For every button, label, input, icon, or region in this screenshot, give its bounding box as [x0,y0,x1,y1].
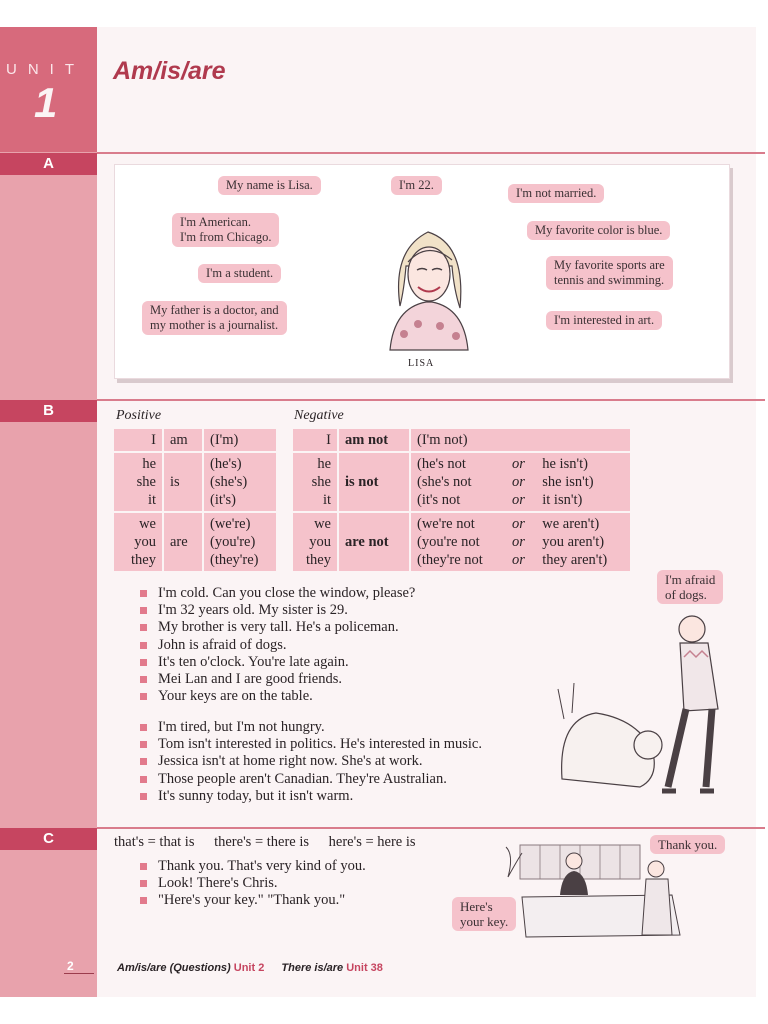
lisa-portrait [370,210,488,352]
verb-cell: are not [338,512,410,571]
speech-bubble-line: of dogs. [665,587,707,602]
speech-bubble: I'm interested in art. [546,311,662,330]
pronoun-cell: we you they [114,512,163,571]
pronoun-cell: I [151,432,156,448]
list-item: Those people aren't Canadian. They're Australian. [136,771,566,788]
examples-negative-list [136,719,566,805]
cross-reference-label: There is/are [281,962,344,974]
list-item: "Here's your key." "Thank you." [136,892,466,909]
list-item: Look! There's Chris. [136,875,466,892]
or-cell: or or or [506,452,536,512]
speech-bubble-line: your key. [460,914,509,929]
hotel-desk-illustration [492,839,692,939]
portrait-label: LISA [408,358,435,369]
page-number-rule [64,973,94,974]
list-item: John is afraid of dogs. [136,637,556,654]
list-item: Jessica isn't at home right now. She's at work. [136,753,566,770]
unit-number: 1 [34,79,58,126]
section-c-tab: C [0,828,97,850]
cross-reference-footer [117,962,397,974]
short-form-cell: (I'm) [210,432,239,448]
verb-cell: am not [338,429,410,452]
negative-label: Negative [294,408,344,423]
speech-bubble [142,301,287,335]
speech-bubble-line: My favorite sports are [554,258,665,272]
page-title: Am/is/are [113,57,226,85]
section-c-rule [97,827,765,829]
examples-positive-list [136,585,556,705]
list-item: It's sunny today, but it isn't warm. [136,788,566,805]
alternative-form-cell: we aren't) you aren't) they aren't) [536,512,630,571]
pronoun-cell: he she it [114,452,163,512]
speech-bubble: I'm a student. [198,264,281,283]
contraction: that's = that is [114,834,195,850]
section-b-rule [97,399,765,401]
section-a-rule [97,152,765,154]
verb-cell: am [163,429,203,452]
list-item: Mei Lan and I are good friends. [136,671,556,688]
short-form-cell: (we're) (you're) (they're) [203,512,276,571]
pronoun-cell: we you they [293,512,338,571]
speech-bubble: My name is Lisa. [218,176,321,195]
positive-conjugation-table [114,429,276,571]
short-form-cell: (he's not (she's not (it's not [410,452,506,512]
speech-bubble: Thank you. [650,835,725,854]
speech-bubble [546,256,673,290]
contractions-line [114,834,432,851]
cross-reference-unit-link[interactable]: Unit 2 [233,962,265,974]
list-item: My brother is very tall. He's a policeman. [136,619,556,636]
positive-label: Positive [116,408,162,423]
unit-header-block [0,27,97,152]
contraction: there's = there is [214,834,310,850]
speech-bubble-line: Here's [460,899,493,914]
section-b-tab: B [0,400,97,422]
man-and-dog-illustration [556,609,736,799]
list-item: Tom isn't interested in politics. He's interested in music. [136,736,566,753]
textbook-page [0,27,756,997]
verb-cell: is not [338,452,410,512]
list-item: Thank you. That's very kind of you. [136,858,466,875]
contraction: here's = here is [328,834,416,850]
speech-bubble: I'm not married. [508,184,604,203]
speech-bubble-line: My father is a doctor, and [150,303,279,317]
speech-bubble: I'm 22. [391,176,442,195]
short-form-cell: (he's) (she's) (it's) [203,452,276,512]
short-form-cell: (I'm not) [417,432,468,448]
list-item: I'm cold. Can you close the window, please? [136,585,556,602]
speech-bubble-line: tennis and swimming. [554,273,665,287]
speech-bubble [452,897,516,931]
speech-bubble-line: I'm afraid [665,572,716,587]
unit-label: UNIT [6,61,85,78]
speech-bubble: My favorite color is blue. [527,221,670,240]
pronoun-cell: I [326,432,331,448]
list-item: Your keys are on the table. [136,688,556,705]
cross-reference-unit-link[interactable]: Unit 38 [346,962,383,974]
speech-bubble-line: my mother is a journalist. [150,318,279,332]
examples-c-list [136,858,466,910]
list-item: I'm 32 years old. My sister is 29. [136,602,556,619]
section-a-tab: A [0,153,97,175]
list-item: I'm tired, but I'm not hungry. [136,719,566,736]
or-cell: or or or [506,512,536,571]
speech-bubble-line: I'm American. [180,215,251,229]
negative-conjugation-table [293,429,630,571]
pronoun-cell: he she it [293,452,338,512]
speech-bubble-line: I'm from Chicago. [180,230,272,244]
verb-cell: is [163,452,203,512]
page-number: 2 [67,959,74,973]
list-item: It's ten o'clock. You're late again. [136,654,556,671]
speech-bubble [172,213,279,247]
speech-bubble [657,570,723,604]
alternative-form-cell: he isn't) she isn't) it isn't) [536,452,630,512]
verb-cell: are [163,512,203,571]
short-form-cell: (we're not (you're not (they're not [410,512,506,571]
cross-reference-label: Am/is/are (Questions) [117,962,231,974]
